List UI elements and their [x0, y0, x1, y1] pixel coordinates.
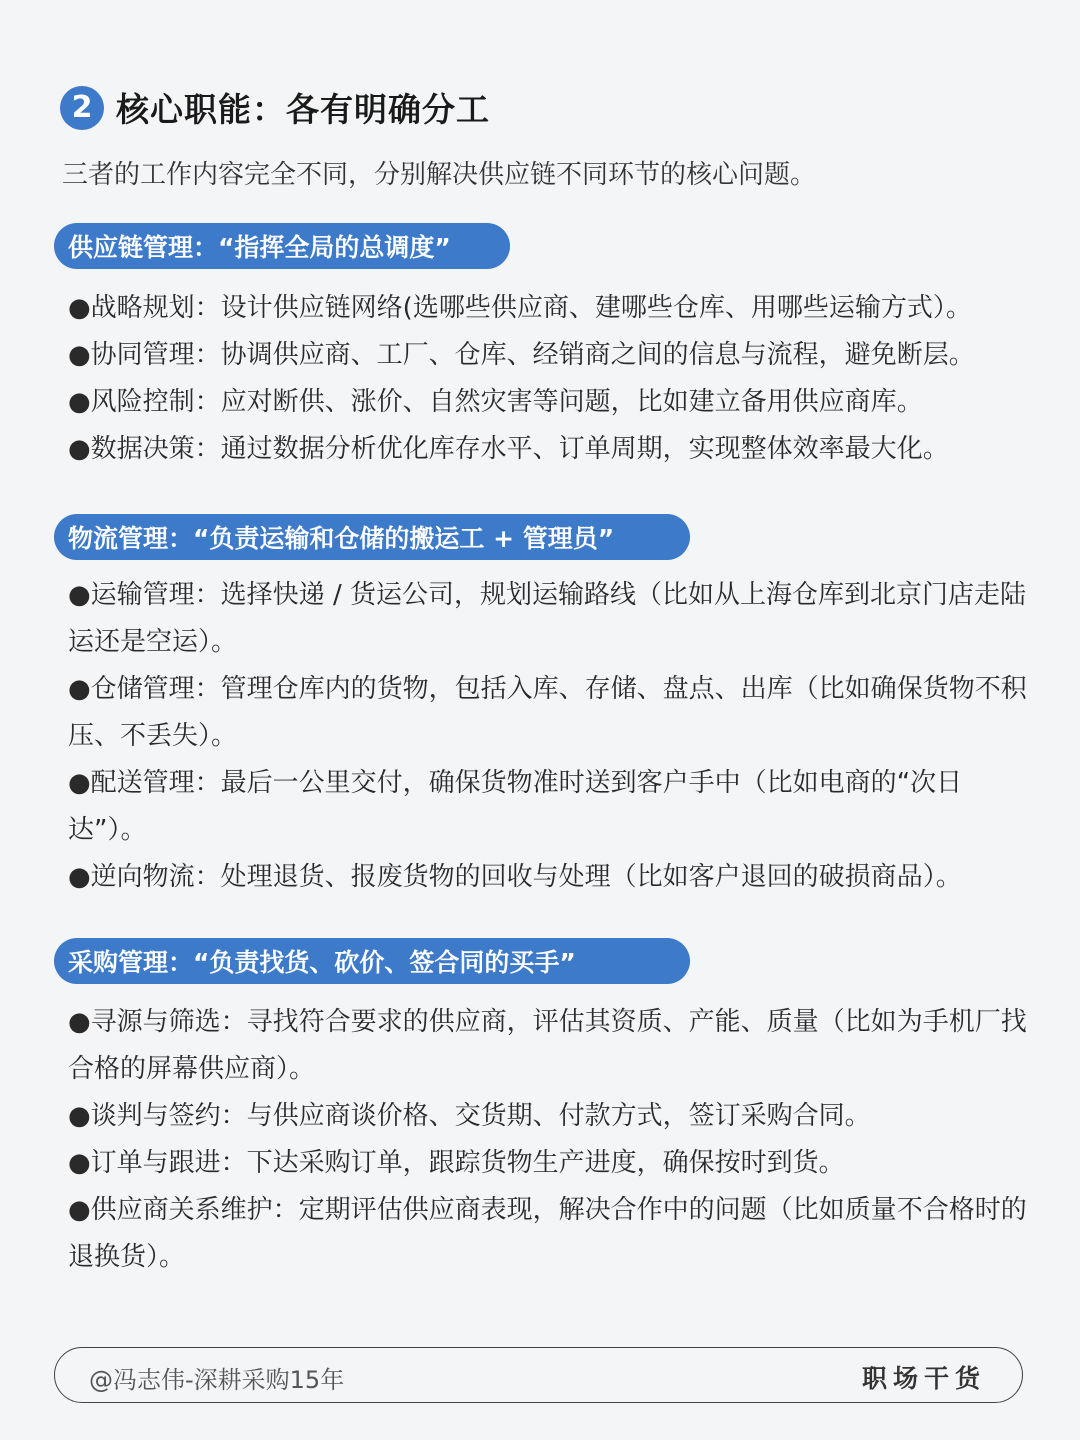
list-item: ●逆向物流：处理退货、报废货物的回收与处理（比如客户退回的破损商品）。	[68, 862, 962, 892]
number-badge: 2	[60, 86, 104, 130]
author-handle: @冯志伟-深耕采购15年	[89, 1366, 345, 1394]
section-title-pill: 物流管理：“负责运输和仓储的搬运工 + 管理员”	[54, 514, 690, 560]
list-item: ●风险控制：应对断供、涨价、自然灾害等问题，比如建立备用供应商库。	[68, 387, 923, 417]
list-item: ●寻源与筛选：寻找符合要求的供应商，评估其资质、产能、质量（比如为手机厂找合格的屏幕供应商）。	[68, 1007, 1027, 1084]
list-item: ●仓储管理：管理仓库内的货物，包括入库、存储、盘点、出库（比如确保货物不积压、不丢失）。	[68, 674, 1027, 751]
list-item: ●配送管理：最后一公里交付，确保货物准时送到客户手中（比如电商的“次日达”）。	[68, 768, 963, 845]
list-item: ●运输管理：选择快递 / 货运公司，规划运输路线（比如从上海仓库到北京门店走陆运还是空运）。	[68, 580, 1026, 657]
list-item: ●数据决策：通过数据分析优化库存水平、订单周期，实现整体效率最大化。	[68, 434, 949, 464]
intro-text: 三者的工作内容完全不同，分别解决供应链不同环节的核心问题。	[62, 160, 817, 190]
footer-bar	[54, 1347, 1023, 1403]
list-item: ●协同管理：协调供应商、工厂、仓库、经销商之间的信息与流程，避免断层。	[68, 340, 975, 370]
item-list	[68, 999, 1034, 1281]
list-item: ●谈判与签约：与供应商谈价格、交货期、付款方式，签订采购合同。	[68, 1101, 871, 1131]
category-tag: 职场干货	[861, 1364, 986, 1393]
section-title-pill: 供应链管理：“指挥全局的总调度”	[54, 223, 510, 269]
item-list	[68, 572, 1034, 901]
section-heading	[60, 84, 490, 131]
item-list	[68, 285, 1034, 473]
section-title-pill: 采购管理：“负责找货、砍价、签合同的买手”	[54, 938, 690, 984]
list-item: ●战略规划：设计供应链网络(选哪些供应商、建哪些仓库、用哪些运输方式）。	[68, 293, 972, 323]
list-item: ●供应商关系维护：定期评估供应商表现，解决合作中的问题（比如质量不合格时的退换货）。	[68, 1195, 1027, 1272]
heading-title: 核心职能：各有明确分工	[116, 90, 490, 129]
list-item: ●订单与跟进：下达采购订单，跟踪货物生产进度，确保按时到货。	[68, 1148, 845, 1178]
